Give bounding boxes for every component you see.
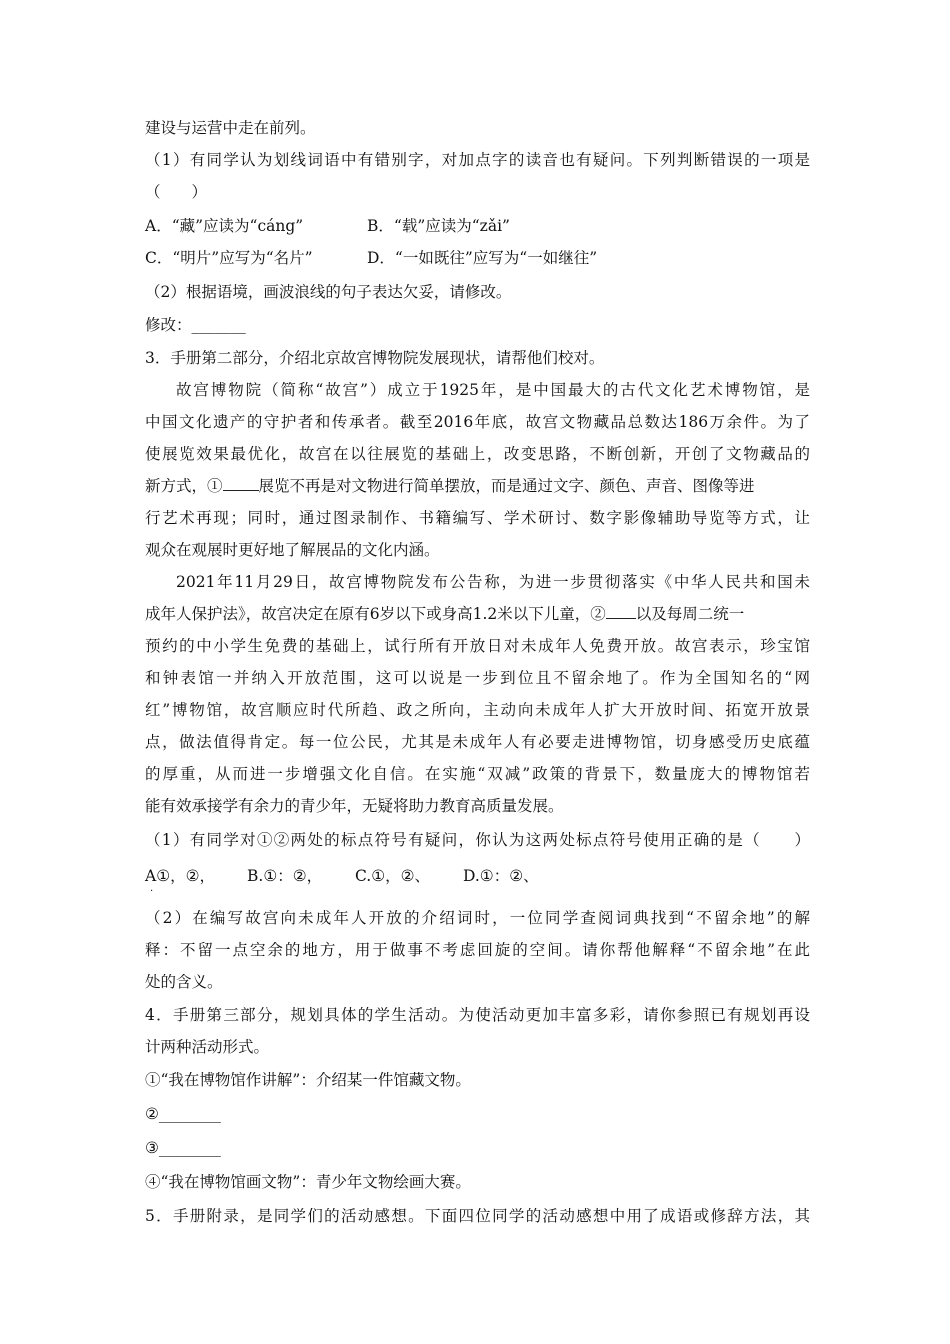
paragraph-line: 中国文化遗产的守护者和传承者。截至2016年底，故宫文物藏品总数达186万余件。为了 — [145, 413, 810, 431]
option-c: C．“明片”应写为“名片” — [145, 249, 313, 267]
paragraph-line-blank-1 — [145, 476, 810, 496]
question-1-prompt: （1）有同学认为划线词语中有错别字，对加点字的读音也有疑问。下列判断错误的一项是 — [145, 151, 810, 169]
text-line: 建设与运营中走在前列。 — [145, 119, 316, 137]
definition-question: 处的含义。 — [145, 973, 223, 991]
option-d: D．“一如既往”应写为“一如继往” — [367, 249, 598, 267]
paragraph-line: 点，做法值得肯定。每一位公民，尤其是未成年人有必要走进博物馆，切身感受历史底蕴 — [145, 733, 810, 751]
answer-paren: （ ） — [145, 183, 208, 201]
paragraph-line: 故宫博物院（简称“故宫”）成立于1925年，是中国最大的古代文化艺术博物馆，是 — [176, 381, 810, 399]
section-3-heading: 3．手册第二部分，介绍北京故宫博物院发展现状，请帮他们校对。 — [145, 349, 605, 367]
paragraph-line: 红”博物馆，故宫顺应时代所趋、政之所向，主动向未成年人扩大开放时间、拓宽开放景 — [145, 701, 810, 719]
option-b: B．“载”应读为“zǎi” — [367, 217, 510, 235]
paragraph-line: 预约的中小学生免费的基础上，试行所有开放日对未成年人免费开放。故宫表示，珍宝馆 — [145, 637, 810, 655]
paragraph-line: 2021年11月29日，故宫博物院发布公告称，为进一步贯彻落实《中华人民共和国未 — [176, 573, 810, 591]
activity-item-3: ③________ — [145, 1139, 221, 1157]
revision-line: 修改：_______ — [145, 316, 246, 334]
section-4-heading: 4．手册第三部分，规划具体的学生活动。为使活动更加丰富多彩，请你参照已有规划再设 — [145, 1006, 810, 1024]
punctuation-question: （1）有同学对①②两处的标点符号有疑问，你认为这两处标点符号使用正确的是（ ） — [145, 831, 810, 849]
paragraph-line-blank-2 — [145, 604, 810, 624]
text-fragment: 成年人保护法》，故宫决定在原有6岁以下或身高1.2米以下儿童，② — [145, 605, 606, 623]
text-fragment: 以及每周二统一 — [635, 605, 745, 623]
activity-item-2: ②________ — [145, 1105, 221, 1123]
paragraph-line: 观众在观展时更好地了解展品的文化内涵。 — [145, 541, 440, 559]
paragraph-line: 使展览效果最优化，故宫在以往展览的基础上，改变思路，不断创新，开创了文物藏品的 — [145, 445, 810, 463]
options-row-cd — [145, 248, 810, 268]
option-c: C.①，②、 — [355, 867, 431, 885]
punctuation-options — [145, 866, 810, 886]
paragraph-line: 和钟表馆一并纳入开放范围，这可以说是一步到位且不留余地了。作为全国知名的“网 — [145, 669, 810, 687]
text-fragment: 新方式，① — [145, 477, 223, 495]
paragraph-line: 的厚重，从而进一步增强文化自信。在实施“双减”政策的背景下，数量庞大的博物馆若 — [145, 765, 810, 783]
stray-dot: · — [150, 886, 154, 897]
option-b: B.①：②， — [247, 867, 323, 885]
blank-2 — [606, 604, 636, 619]
paragraph-line: 能有效承接学有余力的青少年，无疑将助力教育高质量发展。 — [145, 797, 564, 815]
option-a: A①，②， — [145, 867, 215, 885]
blank-1 — [223, 476, 259, 491]
option-d: D.①：②、 — [463, 867, 539, 885]
definition-question: （2）在编写故宫向未成年人开放的介绍词时，一位同学查阅词典找到“不留余地”的解 — [145, 909, 810, 927]
text-fragment: 展览不再是对文物进行简单摆放，而是通过文字、颜色、声音、图像等进 — [258, 477, 755, 495]
question-2-prompt: （2）根据语境，画波浪线的句子表达欠妥，请修改。 — [145, 283, 512, 301]
paragraph-line: 行艺术再现；同时，通过图录制作、书籍编写、学术研讨、数字影像辅助导览等方式，让 — [145, 509, 810, 527]
activity-item-1: ①“我在博物馆作讲解”：介绍某一件馆藏文物。 — [145, 1071, 471, 1089]
options-row-ab — [145, 216, 810, 236]
option-a: A．“藏”应读为“cáng” — [145, 217, 304, 235]
definition-question: 释：不留一点空余的地方，用于做事不考虑回旋的空间。请你帮他解释“不留余地”在此 — [145, 941, 810, 959]
activity-item-4: ④“我在博物馆画文物”：青少年文物绘画大赛。 — [145, 1173, 471, 1191]
section-4-heading: 计两种活动形式。 — [145, 1038, 270, 1056]
section-5-heading: 5．手册附录，是同学们的活动感想。下面四位同学的活动感想中用了成语或修辞方法，其 — [145, 1207, 810, 1225]
